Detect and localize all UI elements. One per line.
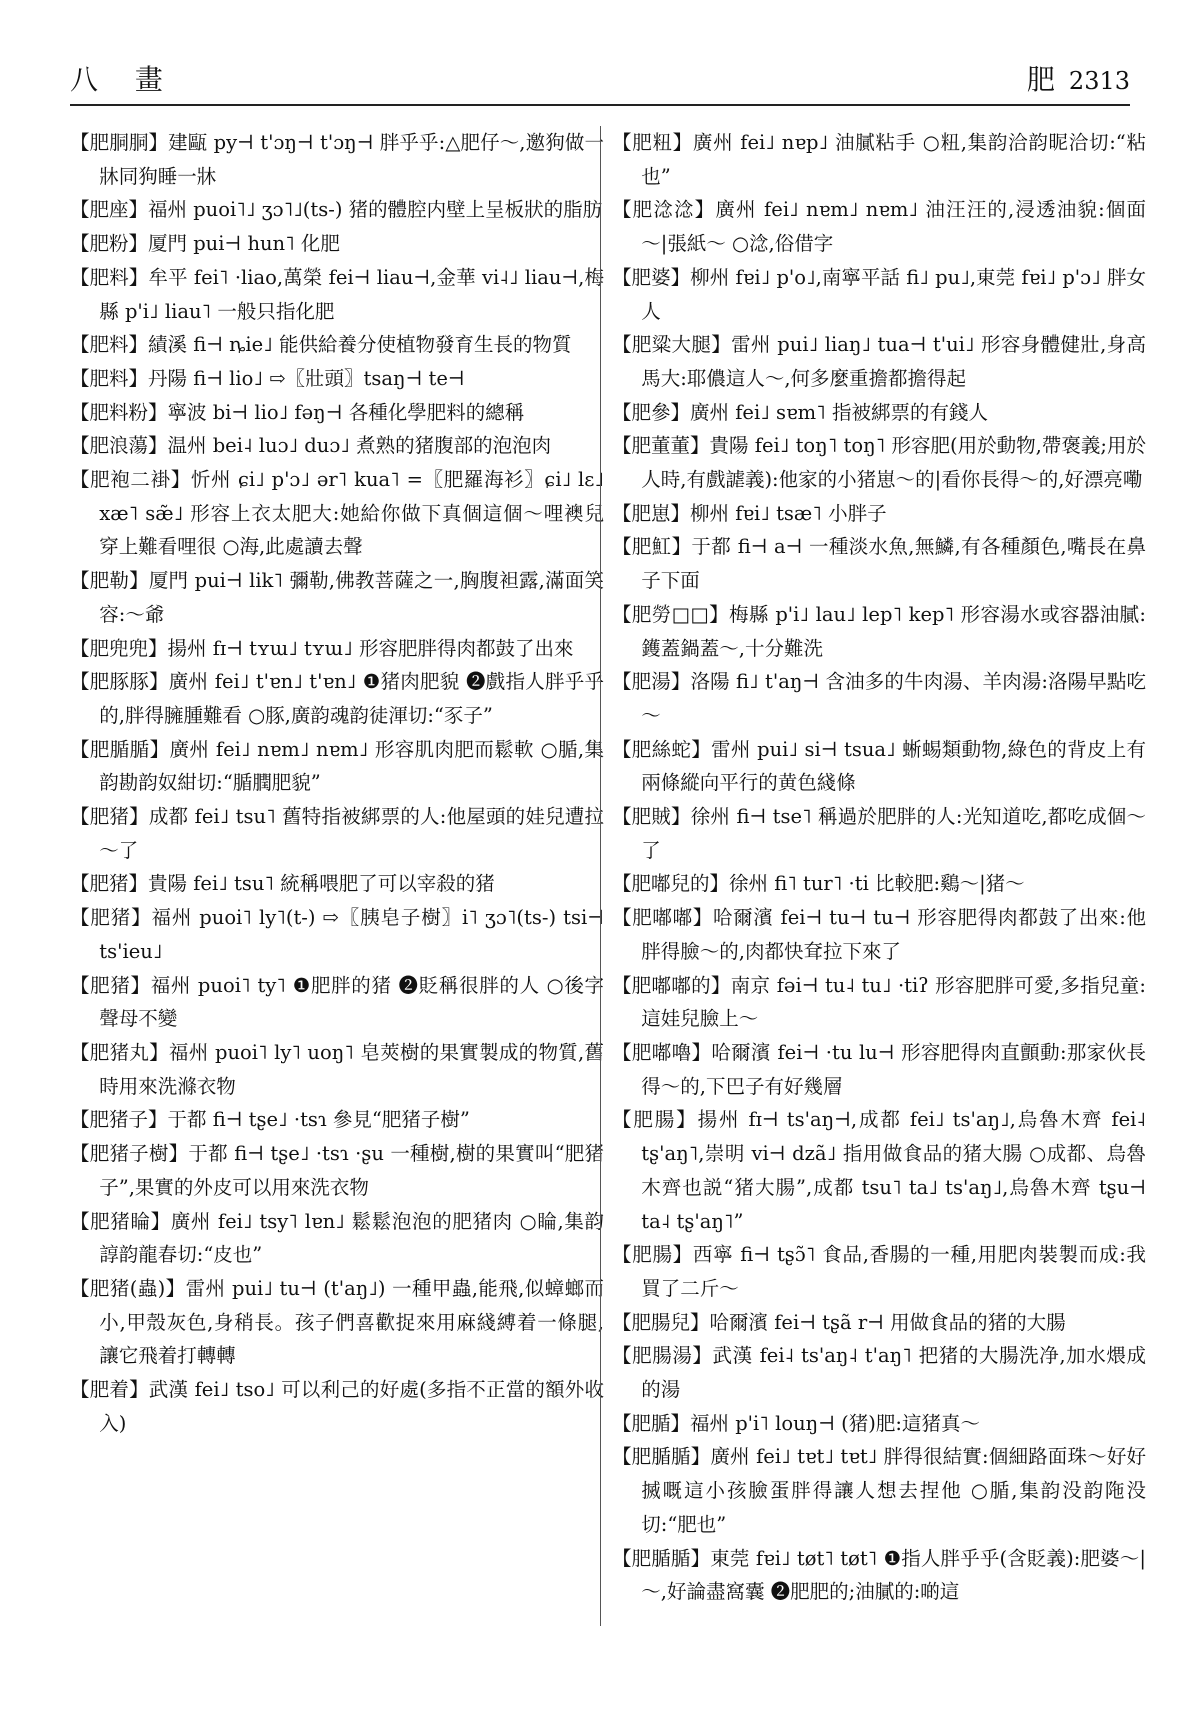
dictionary-entry: 【肥魟】于都 fi⊣ a⊣ 一種淡水魚,無鱗,有各種顏色,嘴長在鼻子下面 [612, 535, 1146, 593]
page-heading [1027, 58, 1130, 98]
dictionary-entry: 【肥勒】厦門 pui⊣ lik˥ 彌勒,佛教菩薩之一,胸腹袒露,滿面笑容:～爺 [70, 569, 604, 626]
dictionary-entry: 【肥腯腯】東莞 fɐi˩ tøt˥ tøt˥ ❶指人胖乎乎(含貶義):肥婆～|～,好論盡窩囊 ❷肥肥的;油膩的:啲這 [612, 1546, 1146, 1604]
dictionary-entry: 【肥湯】洛陽 fi˩ t'aŋ⊣ 含油多的牛肉湯、羊肉湯:洛陽早點吃～ [612, 670, 1146, 727]
dictionary-entry: 【肥粉】厦門 pui⊣ hun˥ 化肥 [70, 232, 340, 256]
dictionary-entry: 【肥粈】廣州 fei˩ nɐp˩ 油膩粘手 ○粈,集韵洽韵昵洽切:“粘也” [612, 131, 1146, 188]
right-column [612, 126, 1146, 1609]
dictionary-entry: 【肥猪】成都 fei˩ tsu˥ 舊特指被綁票的人:他屋頭的娃兒遭拉～了 [70, 805, 604, 862]
dictionary-entry: 【肥嘟嘟的】南京 fəi⊣ tu˨ tu˩ ·tiʔ 形容肥胖可愛,多指兒童:這娃兒臉上～ [612, 973, 1146, 1031]
dictionary-entry: 【肥兜兜】揚州 fɪ⊣ tʏɯ˩ tʏɯ˩ 形容肥胖得肉都鼓了出來 [70, 636, 574, 660]
header-rule [70, 104, 1130, 106]
dictionary-entry: 【肥崽】柳州 fɐi˩ tsæ˥ 小胖子 [612, 501, 887, 525]
dictionary-entry: 【肥座】福州 puoi˥˩ ʒɔ˥˩(ts-) 猪的體腔内壁上呈板狀的脂肪 [70, 198, 603, 222]
dictionary-entry: 【肥猪】貴陽 fei˩ tsu˥ 統稱喂肥了可以宰殺的猪 [70, 872, 495, 896]
dictionary-entry: 【肥料粉】寧波 bi⊣ lio˩ fəŋ⊣ 各種化學肥料的總稱 [70, 400, 525, 424]
dictionary-entry: 【肥淰淰】廣州 fei˩ nɐm˩ nɐm˩ 油汪汪的,浸透油貌:個面～|張紙～ ○淰,俗借字 [612, 198, 1146, 256]
dictionary-entry: 【肥豚豚】廣州 fei˩ t'ɐn˩ t'ɐn˩ ❶猪肉肥貌 ❷戲指人胖乎乎的,胖得臃腫難看 ○豚,廣韵魂韵徒渾切:“豕子” [70, 670, 604, 727]
left-column [70, 126, 604, 1440]
dictionary-entry: 【肥腸兒】哈爾濱 fei⊣ tʂã r⊣ 用做食品的猪的大腸 [612, 1310, 1066, 1334]
dictionary-entry: 【肥料】績溪 fi⊣ ȵie˩ 能供給養分使植物發育生長的物質 [70, 333, 572, 357]
dictionary-entry: 【肥腯腯】廣州 fei˩ nɐm˩ nɐm˩ 形容肌肉肥而鬆軟 ○腯,集韵勘韵奴紺切:“腯膶肥貌” [70, 737, 604, 795]
dictionary-entry: 【肥料】牟平 fei˥ ·liao,萬榮 fei⊣ liau⊣,金華 vi˨˩ liau⊣,梅縣 p'i˩ liau˥ 一般只指化肥 [70, 265, 604, 323]
dictionary-entry: 【肥猪子樹】于都 fi⊣ tʂe˩ ·tsɿ ·ʂu 一種樹,樹的果實叫“肥猪子”,果實的外皮可以用來洗衣物 [70, 1142, 604, 1199]
dictionary-entry: 【肥猪子】于都 fi⊣ tʂe˩ ·tsɿ 參見“肥猪子樹” [70, 1108, 470, 1132]
dictionary-entry: 【肥猪睔】廣州 fei˩ tsy˥ lɐn˩ 鬆鬆泡泡的肥猪肉 ○睔,集韵諄韵龍春切:“皮也” [70, 1209, 604, 1267]
dictionary-entry: 【肥嘟嚕】哈爾濱 fei⊣ ·tu lu⊣ 形容肥得肉直顫動:那家伙長得～的,下巴子有好幾層 [612, 1040, 1146, 1098]
dictionary-entry: 【肥嘟兒的】徐州 fi˥ tur˥ ·ti 比較肥:鷄～|猪～ [612, 872, 1025, 896]
dictionary-entry: 【肥猪(蟲)】雷州 pui˩ tu⊣ (t'aŋ˩) 一種甲蟲,能飛,似蟑螂而小,甲殼灰色,身稍長。孩子們喜歡捉來用麻綫縛着一條腿,讓它飛着打轉轉 [70, 1276, 604, 1368]
dictionary-entry: 【肥猪】福州 puoi˥ ly˥(t-) ⇨〖胰皂子樹〗i˥ ʒɔ˥(ts-) tsi⊣ ts'ieu˩ [70, 906, 604, 963]
dictionary-entry: 【肥勞□□】梅縣 p'i˩ lau˩ lep˥ kep˥ 形容湯水或容器油膩:鑊蓋鍋蓋～,十分難洗 [612, 602, 1146, 660]
page-number: 2313 [1068, 67, 1130, 95]
section-label: 八 畫 [70, 63, 177, 96]
dictionary-entry: 【肥腸】西寧 fi⊣ tʂɔ̃˥ 食品,香腸的一種,用肥肉裝製而成:我買了二斤～ [612, 1243, 1146, 1300]
dictionary-entry: 【肥絲蛇】雷州 pui˩ si⊣ tsua˩ 蜥蜴類動物,綠色的背皮上有兩條縱向平行的黄色綫條 [612, 737, 1146, 795]
dictionary-entry: 【肥浪蕩】温州 bei˨ luɔ˩ duɔ˩ 煮熟的猪腹部的泡泡肉 [70, 434, 552, 458]
dictionary-entry: 【肥猪丸】福州 puoi˥ ly˥ uoŋ˥ 皂莢樹的果實製成的物質,舊時用來洗滌衣物 [70, 1040, 604, 1098]
dictionary-entry: 【肥料】丹陽 fi⊣ lio˩ ⇨〖壯頭〗tsaŋ⊣ te⊣ [70, 366, 465, 390]
dictionary-entry: 【肥袍二褂】忻州 ɕi˩ p'ɔ˩ ər˥ kua˥ =〖肥羅海衫〗ɕi˩ lɛ˩ xæ˥ sæ̃˩ 形容上衣太肥大:她給你做下真個這個～哩襖兒穿上難看哩很 ○海,此處讀去聲 [70, 468, 604, 559]
dictionary-entry: 【肥婆】柳州 fɐi˩ p'o˩,南寧平話 fi˩ pu˩,東莞 fɐi˩ p'ɔ˩ 胖女人 [612, 265, 1146, 323]
dictionary-entry: 【肥粱大腿】雷州 pui˩ liaŋ˩ tua⊣ t'ui˩ 形容身體健壯,身高馬大:耶儂這人～,何多麼重擔都擔得起 [612, 333, 1146, 390]
dictionary-entry: 【肥腯】福州 p'i˥ louŋ⊣ (猪)肥:這猪真～ [612, 1411, 980, 1435]
column-divider [600, 126, 601, 1626]
dictionary-entry: 【肥猪】福州 puoi˥ ty˥ ❶肥胖的猪 ❷貶稱很胖的人 ○後字聲母不變 [70, 973, 604, 1031]
dictionary-entry: 【肥賊】徐州 fi⊣ tse˥ 稱過於肥胖的人:光知道吃,都吃成個～了 [612, 805, 1146, 862]
dictionary-entry: 【肥參】廣州 fei˩ sɐm˥ 指被綁票的有錢人 [612, 400, 988, 424]
dictionary-entry: 【肥着】武漢 fei˩ tso˩ 可以利己的好處(多指不正當的額外收入) [70, 1378, 604, 1435]
dictionary-entry: 【肥董董】貴陽 fei˩ toŋ˥ toŋ˥ 形容肥(用於動物,帶褒義;用於人時,有戲謔義):他家的小猪崽～的|看你長得～的,好漂亮嘞 [612, 434, 1146, 492]
dictionary-entry: 【肥胴胴】建甌 py⊣ t'ɔŋ⊣ t'ɔŋ⊣ 胖乎乎:△肥仔～,邀狗做一牀同狗睡一牀 [70, 131, 604, 188]
dictionary-entry: 【肥腸】揚州 fɪ⊣ ts'aŋ⊣,成都 fei˩ ts'aŋ˩,烏魯木齊 fei˨ tʂ'aŋ˥,崇明 vi⊣ dzã˩ 指用做食品的猪大腸 ○成都、烏魯木齊也説“猪大腸”,成都 tsu˥ ta˩ ts'aŋ˩,烏魯木齊 tʂu⊣ ta˨ tʂ'aŋ˥” [612, 1108, 1146, 1233]
dictionary-entry: 【肥腯腯】廣州 fei˩ tɐt˩ tɐt˩ 胖得很結實:個細路面珠～好好搣嘅這小孩臉蛋胖得讓人想去捏他 ○腯,集韵没韵陁没切:“肥也” [612, 1445, 1146, 1536]
page-header [70, 58, 1130, 98]
dictionary-entry: 【肥腸湯】武漢 fei˨ ts'aŋ˨ t'aŋ˥ 把猪的大腸洗净,加水煨成的湯 [612, 1344, 1146, 1402]
header-char: 肥 [1026, 63, 1055, 96]
dictionary-entry: 【肥嘟嘟】哈爾濱 fei⊣ tu⊣ tu⊣ 形容肥得肉都鼓了出來:他胖得臉～的,肉都快耷拉下來了 [612, 906, 1146, 963]
